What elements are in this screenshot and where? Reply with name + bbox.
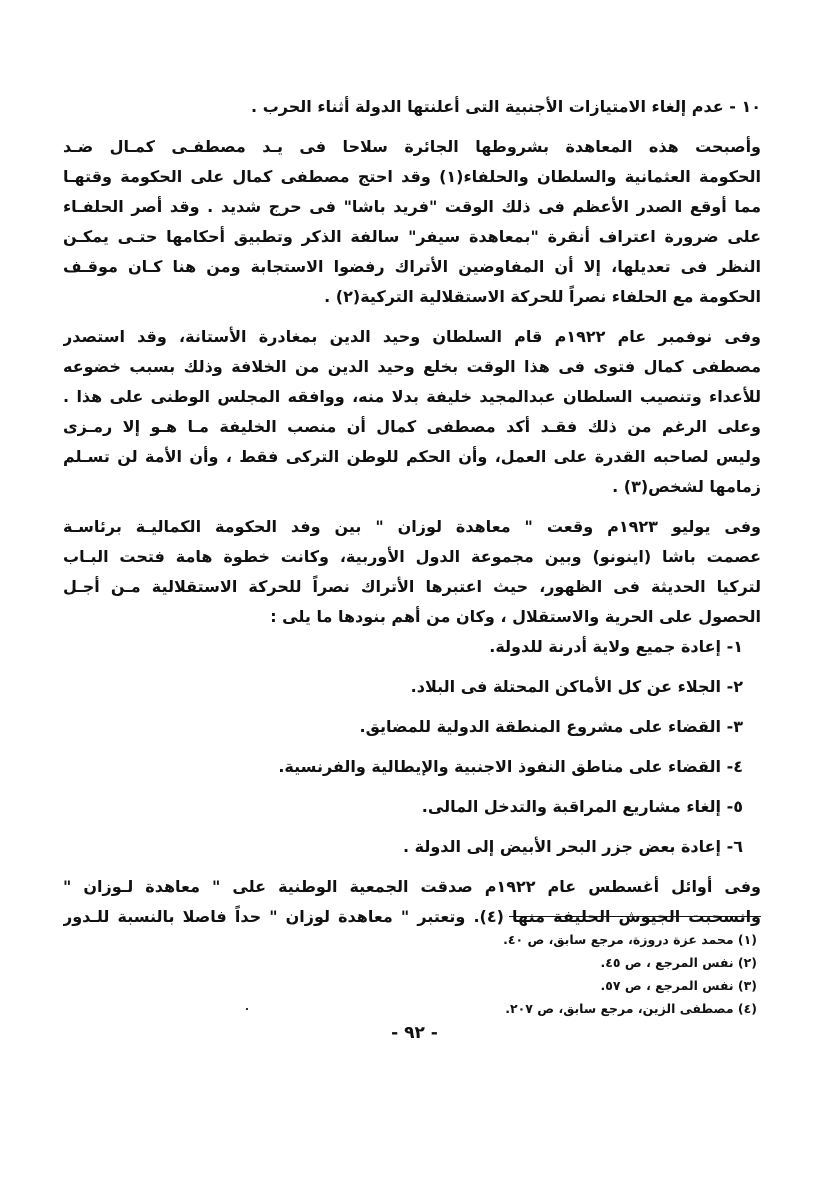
scan-speck bbox=[246, 1008, 248, 1010]
footnote: (٣) نفس المرجع ، ص ٥٧. bbox=[600, 978, 757, 993]
paragraph-line: على ضرورة اعتراف أنقرة "بمعاهدة سيفر" سالفة الذكر وتطبيق أحكامها حتـى يمكـن bbox=[63, 227, 761, 246]
paragraph-line: وعلى الرغم من ذلك فقـد أكد مصطفى كمال أن منصب الخليفة مـا هـو إلا رمـزى bbox=[63, 417, 761, 436]
paragraph-line: وفى يوليو ١٩٢٣م وقعت " معاهدة لوزان " بين وفد الحكومة الكماليـة برئاسـة bbox=[63, 517, 761, 536]
paragraph-line: وانسحبت الجيوش الحليفة منها (٤). وتعتبر " معاهدة لوزان " حداً فاصلا بالنسبة للـدور bbox=[63, 907, 761, 926]
paragraph-line: النظر فى تعديلها، إلا أن المفاوضين الأتراك رفضوا الاستجابة ومن هنا كـان موقـف bbox=[63, 257, 761, 276]
paragraph-line: وفى نوفمبر عام ١٩٢٢م قام السلطان وحيد الدين بمغادرة الأستانة، وقد استصدر bbox=[63, 327, 761, 346]
list-item: ٤- القضاء على مناطق النفوذ الاجنبية والإيطالية والفرنسية. bbox=[278, 757, 743, 776]
list-item-10: ١٠ - عدم إلغاء الامتيازات الأجنبية التى أعلنتها الدولة أثناء الحرب . bbox=[251, 97, 761, 116]
footnote: (١) محمد عزة دروزة، مرجع سابق، ص ٤٠. bbox=[503, 932, 757, 947]
list-item: ٢- الجلاء عن كل الأماكن المحتلة فى البلاد. bbox=[410, 677, 743, 696]
list-item: ٦- إعادة بعض جزر البحر الأبيض إلى الدولة . bbox=[402, 837, 743, 856]
paragraph-2 bbox=[63, 322, 761, 502]
paragraph-line: مما أوقع الصدر الأعظم فى ذلك الوقت "فريد باشا" فى حرج شديد . وقد أصر الحلفـاء bbox=[63, 197, 761, 216]
paragraph-line: الحصول على الحرية والاستقلال ، وكان من أهم بنودها ما يلى : bbox=[270, 607, 761, 626]
footnote: (٤) مصطفى الزين، مرجع سابق، ص ٢٠٧. bbox=[505, 1001, 757, 1016]
paragraph-line: وفى أوائل أغسطس عام ١٩٢٢م صدقت الجمعية الوطنية على " معاهدة لـوزان " bbox=[63, 877, 761, 896]
paragraph-line: وأصبحت هذه المعاهدة بشروطها الجائرة سلاحا فى يـد مصطفـى كمـال ضـد bbox=[63, 137, 761, 156]
footnote-separator bbox=[509, 916, 761, 917]
list-item: ٣- القضاء على مشروع المنطقة الدولية للمضايق. bbox=[359, 717, 743, 736]
paragraph-line: مصطفى كمال فتوى فى هذا الوقت بخلع وحيد الدين من الخلافة وذلك بسبب خضوعه bbox=[63, 357, 761, 376]
body-text bbox=[63, 92, 761, 932]
paragraph-line: وليس لصاحبه القدرة على العمل، وأن الحكم للوطن التركى فقط ، وأن الأمة لن تسـلم bbox=[63, 447, 761, 466]
paragraph-line: الحكومة العثمانية والسلطان والحلفاء(١) وقد احتج مصطفى كمال على الحكومة وقتهـا bbox=[63, 167, 761, 186]
paragraph-line: الحكومة مع الحلفاء نصراً للحركة الاستقلالية التركية(٢) . bbox=[324, 287, 761, 306]
paragraph-1 bbox=[63, 132, 761, 312]
treaty-items-list bbox=[63, 632, 761, 862]
paragraph-line: زمامها لشخص(٣) . bbox=[612, 477, 761, 496]
paragraph-line: عصمت باشا (اينونو) وبين مجموعة الدول الأوربية، وكانت خطوة هامة فتحت البـاب bbox=[63, 547, 761, 566]
paragraph-line: لتركيا الحديثة فى الظهور، حيث اعتبرها الأتراك نصراً للحركة الاستقلالية مـن أجـل bbox=[63, 577, 761, 596]
list-item: ١- إعادة جميع ولاية أدرنة للدولة. bbox=[489, 637, 743, 656]
page-number: - ٩٢ - bbox=[391, 1023, 438, 1043]
paragraph-3 bbox=[63, 512, 761, 632]
footnotes bbox=[357, 928, 757, 1020]
paragraph-line: للأعداء وتنصيب السلطان عبدالمجيد خليفة بدلا منه، ووافقه المجلس الوطنى على هذا . bbox=[63, 387, 761, 406]
paragraph-4 bbox=[63, 872, 761, 932]
footnote: (٢) نفس المرجع ، ص ٤٥. bbox=[600, 955, 757, 970]
list-item: ٥- إلغاء مشاريع المراقبة والتدخل المالى. bbox=[421, 797, 743, 816]
